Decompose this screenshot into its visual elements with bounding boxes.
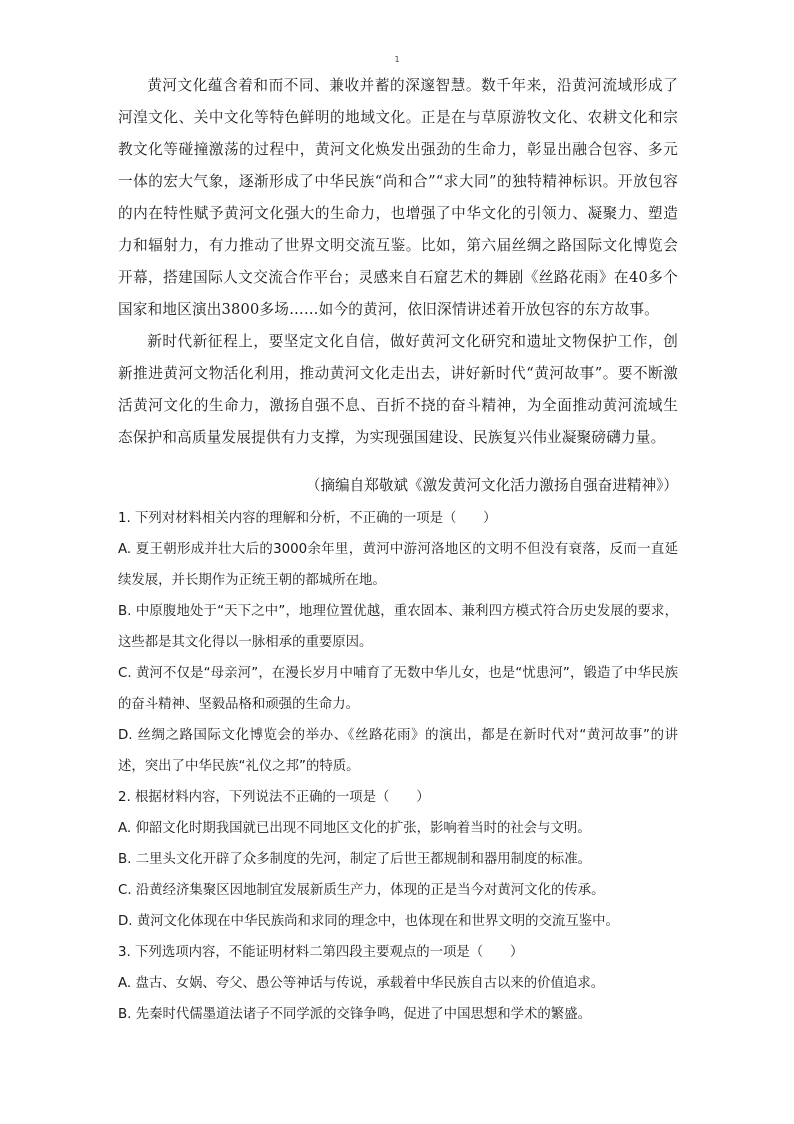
- question-stem: 2. 根据材料内容，下列说法不正确的一项是（ ）: [118, 790, 430, 805]
- option-d: D. 丝绸之路国际文化博览会的举办、《丝路花雨》的演出，都是在新时代对“黄河故事”的讲述，突出了中华民族“礼仪之邦”的特质。: [118, 728, 678, 774]
- question-2: [118, 782, 678, 937]
- question-list: [118, 503, 678, 1030]
- option-a: A. 夏王朝形成并壮大后的3000余年里，黄河中游河洛地区的文明不但没有衰落，反而一直延续发展，并长期作为正统王朝的都城所在地。: [118, 542, 678, 588]
- passage-paragraph: 新时代新征程上，要坚定文化自信，做好黄河文化研究和遗址文物保护工作，创新推进黄河文物活化利用，推动黄河文化走出去，讲好新时代“黄河故事”。要不断激活黄河文化的生命力，激扬自强不息、百折不挠的奋斗精神，为全面推动黄河流域生态保护和高质量发展提供有力支撑，为实现强国建设、民族复兴伟业凝聚磅礴力量。: [118, 333, 678, 446]
- option-c: C. 沿黄经济集聚区因地制宜发展新质生产力，体现的正是当今对黄河文化的传承。: [118, 883, 605, 898]
- question-stem: 1. 下列对材料相关内容的理解和分析，不正确的一项是（ ）: [118, 511, 497, 526]
- option-a: A. 仰韶文化时期我国就已出现不同地区文化的扩张，影响着当时的社会与文明。: [118, 821, 591, 836]
- page-number: 1: [394, 55, 400, 64]
- passage-paragraph: 黄河文化蕴含着和而不同、兼收并蓄的深邃智慧。数千年来，沿黄河流域形成了河湟文化、关中文化等特色鲜明的地域文化。正是在与草原游牧文化、农耕文化和宗教文化等碰撞激荡的过程中，黄河文化焕发出强劲的生命力，彰显出融合包容、多元一体的宏大气象，逐渐形成了中华民族“尚和合”“求大同”的独特精神标识。开放包容的内在特性赋予黄河文化强大的生命力，也增强了中华文化的引领力、凝聚力、塑造力和辐射力，有力推动了世界文明交流互鉴。比如，第六届丝绸之路国际文化博览会开幕，搭建国际人文交流合作平台；灵感来自石窟艺术的舞剧《丝路花雨》在40多个国家和地区演出3800多场……如今的黄河，依旧深情讲述着开放包容的东方故事。: [118, 77, 678, 318]
- question-stem: 3. 下列选项内容，不能证明材料二第四段主要观点的一项是（ ）: [118, 945, 524, 960]
- question-3: [118, 937, 678, 1030]
- option-c: C. 黄河不仅是“母亲河”，在漫长岁月中哺育了无数中华儿女，也是“忧患河”，锻造了中华民族的奋斗精神、坚毅品格和顽强的生命力。: [118, 666, 678, 712]
- reading-passage: [118, 70, 678, 454]
- option-b: B. 中原腹地处于“天下之中”，地理位置优越，重农固本、兼利四方模式符合历史发展的要求，这些都是其文化得以一脉相承的重要原因。: [118, 604, 678, 650]
- question-1: [118, 503, 678, 782]
- option-d: D. 黄河文化体现在中华民族尚和求同的理念中，也体现在和世界文明的交流互鉴中。: [118, 914, 619, 929]
- passage-source: （摘编自郑敬斌《激发黄河文化活力激扬自强奋进精神》）: [305, 477, 678, 494]
- option-b: B. 先秦时代儒墨道法诸子不同学派的交锋争鸣，促进了中国思想和学术的繁盛。: [118, 1007, 591, 1022]
- option-a: A. 盘古、女娲、夸父、愚公等神话与传说，承载着中华民族自古以来的价值追求。: [118, 976, 605, 991]
- option-b: B. 二里头文化开辟了众多制度的先河，制定了后世王都规制和器用制度的标准。: [118, 852, 591, 867]
